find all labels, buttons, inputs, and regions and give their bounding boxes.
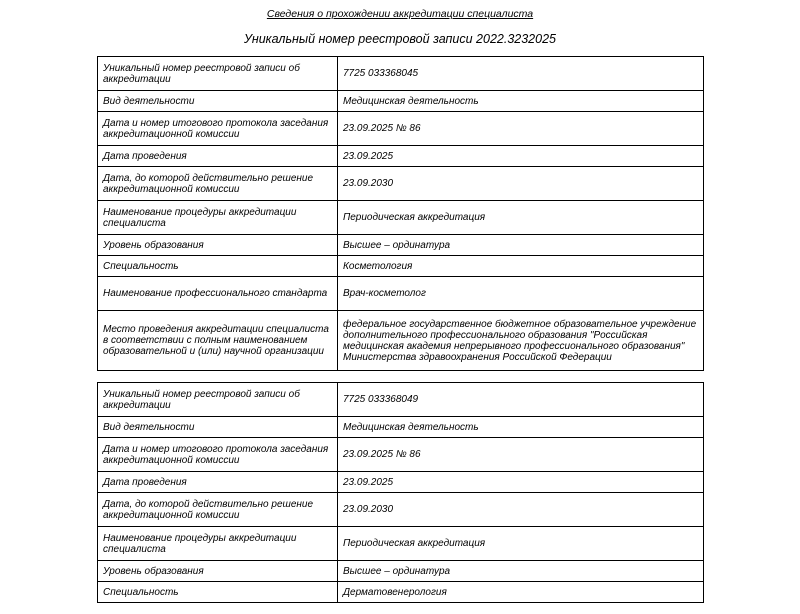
row-label: Вид деятельности [98, 417, 338, 438]
row-label: Дата, до которой действительно решение аккредитационной комиссии [98, 493, 338, 527]
row-label: Дата проведения [98, 146, 338, 167]
row-value: 7725 033368049 [338, 383, 704, 417]
table-row [98, 277, 704, 311]
row-label: Уровень образования [98, 561, 338, 582]
row-value: Периодическая аккредитация [338, 527, 704, 561]
row-label: Наименование процедуры аккредитации специалиста [98, 201, 338, 235]
table-row [98, 57, 704, 91]
row-label: Уровень образования [98, 235, 338, 256]
row-value: Периодическая аккредитация [338, 201, 704, 235]
row-value: 23.09.2030 [338, 493, 704, 527]
row-value: 23.09.2025 № 86 [338, 112, 704, 146]
row-value: Врач-косметолог [338, 277, 704, 311]
row-value: 23.09.2030 [338, 167, 704, 201]
table-row [98, 582, 704, 603]
row-value: Дерматовенерология [338, 582, 704, 603]
row-label: Наименование профессионального стандарта [98, 277, 338, 311]
table-row [98, 311, 704, 371]
row-label: Уникальный номер реестровой записи об аккредитации [98, 383, 338, 417]
registry-record-heading: Уникальный номер реестровой записи 2022.3232025 [244, 32, 556, 46]
row-label: Дата, до которой действительно решение аккредитационной комиссии [98, 167, 338, 201]
row-value: Медицинская деятельность [338, 417, 704, 438]
row-value: 7725 033368045 [338, 57, 704, 91]
row-value: 23.09.2025 [338, 146, 704, 167]
table-row [98, 146, 704, 167]
table-row [98, 235, 704, 256]
table-row [98, 91, 704, 112]
row-value: Косметология [338, 256, 704, 277]
table-row [98, 201, 704, 235]
records-container [97, 56, 703, 614]
row-label: Наименование процедуры аккредитации специалиста [98, 527, 338, 561]
row-label: Специальность [98, 256, 338, 277]
row-label: Уникальный номер реестровой записи об аккредитации [98, 57, 338, 91]
table-row [98, 167, 704, 201]
table-row [98, 112, 704, 146]
row-label: Место проведения аккредитации специалиста в соответствии с полным наименованием образовательной и (или) научной организации [98, 311, 338, 371]
row-value: Высшее – ординатура [338, 561, 704, 582]
table-row [98, 438, 704, 472]
row-value: Медицинская деятельность [338, 91, 704, 112]
accreditation-record-table [97, 56, 704, 371]
row-label: Вид деятельности [98, 91, 338, 112]
row-value: федеральное государственное бюджетное образовательное учреждение дополнительного профессионального образования "Российская медицинская академия непрерывного профессионального образования" Министерства здравоохранения Российской Федерации [338, 311, 704, 371]
row-label: Дата проведения [98, 472, 338, 493]
row-value: 23.09.2025 [338, 472, 704, 493]
row-value: Высшее – ординатура [338, 235, 704, 256]
table-row [98, 561, 704, 582]
document-title: Сведения о прохождении аккредитации специалиста [266, 8, 534, 20]
row-label: Специальность [98, 582, 338, 603]
table-row [98, 383, 704, 417]
table-row [98, 256, 704, 277]
table-row [98, 417, 704, 438]
row-label: Дата и номер итогового протокола заседания аккредитационной комиссии [98, 438, 338, 472]
row-value: 23.09.2025 № 86 [338, 438, 704, 472]
table-row [98, 527, 704, 561]
accreditation-record-table [97, 382, 704, 603]
row-label: Дата и номер итогового протокола заседания аккредитационной комиссии [98, 112, 338, 146]
table-row [98, 472, 704, 493]
table-row [98, 493, 704, 527]
